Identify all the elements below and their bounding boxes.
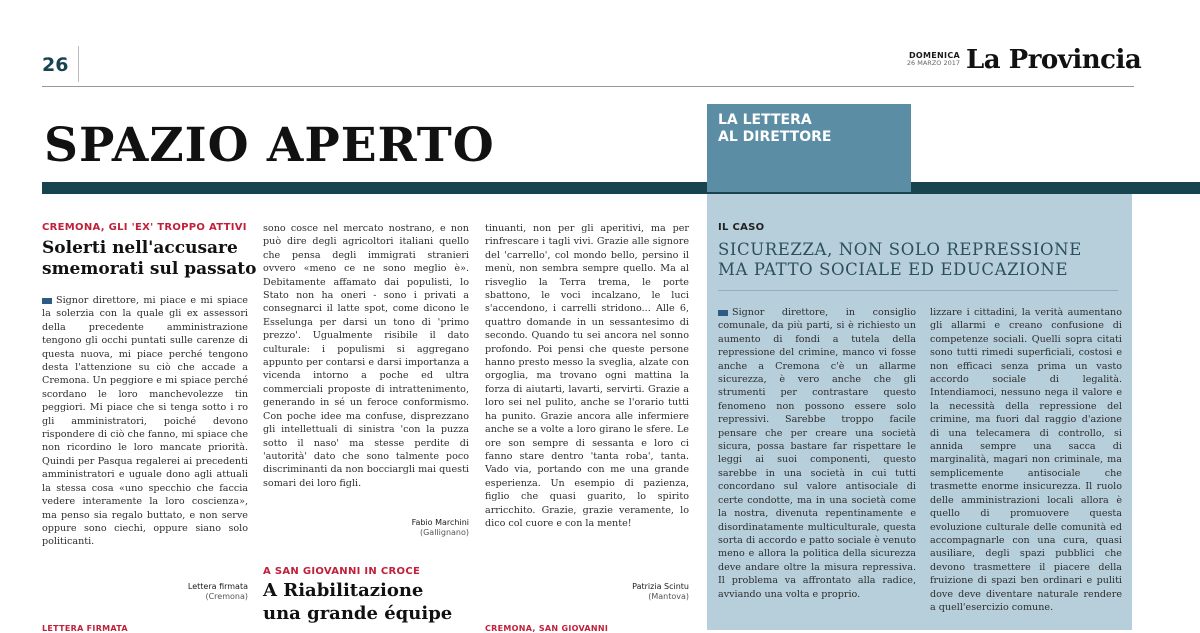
box-divider [718, 290, 1118, 291]
day-label: DOMENICA [908, 51, 960, 60]
article2-signature-place: (Gallignano) [419, 528, 469, 537]
header-divider [78, 46, 79, 82]
header-rule [42, 86, 1134, 87]
article1-body-text: Signor direttore, mi piace e mi spiace la solerzia con la quale gli ex assessori della precedente amministrazione tengono gli occhi puntati sulle carenze di questa nuova, mi piace perché tengono desta l'attenzione su ciò che accade a Cremona. Un peggiore e mi spiace perché scordano le loro manchevolezze tin peggiori. Mi piace che si tenga sotto i ro gli amministratori, poiché devono rispondere di ciò che fanno, mi spiace che non ricordino le loro mancate priorità. Quindi per Pasqua regalerei ai precedenti amministratori e uguale dono agli attuali la stessa cosa «uno specchio che faccia vedere interamente la loro coscienza», ma penso sia regalo buttato, e non serve oppure sono ciechi, oppure siano solo politicanti. [42, 295, 248, 548]
box-column-2: lizzare i cittadini, la verità aumentano gli allarmi e creano confusione di competenze sociali. Quelli sopra citati sono tutti rimedi superficiali, costosi e non efficaci senza prima un vasto accordo sociale di legalità. Intendiamoci, nessuno nega il valore e la necessità della repressione del crimine, ma fuori dal raggio d'azione di una telecamera di controllo, si annida sempre una sacca di marginalità, magari non criminale, ma semplicemente antisociale che trasmette enorme insicurezza. Il ruolo delle amministrazioni locali allora è quello di promuovere questa evoluzione culturale delle comunità ed accompagnarle con una cura, quasi ausiliare, degli spazi pubblici che devono trasmettere il piacere della fruizione di spazi ben ordinari e puliti dove deve diventare naturale rendere a quell'esercizio comune. [930, 307, 1122, 613]
paragraph-bullet-icon [42, 298, 52, 304]
letter-tab-line1: LA LETTERA [718, 112, 812, 128]
box-headline [718, 240, 1082, 280]
newspaper-masthead: La Provincia [966, 45, 1142, 75]
article3-kicker: A SAN GIOVANNI IN CROCE [263, 566, 421, 577]
letter-tab-line2: AL DIRETTORE [718, 129, 832, 145]
paragraph-bullet-icon [718, 310, 728, 316]
article1-kicker: CREMONA, GLI 'EX' TROPPO ATTIVI [42, 222, 247, 233]
date-block [874, 52, 960, 67]
section-title: SPAZIO APERTO [44, 118, 495, 173]
box-column-1 [718, 306, 916, 628]
bottom-kicker-left: LETTERA FIRMATA [42, 624, 128, 633]
article1-signature-place: (Cremona) [205, 592, 248, 601]
article4-signature-name: Patrizia Scintu [632, 582, 689, 591]
article1-body [42, 294, 248, 576]
box-column-1-text: Signor direttore, in consiglio comunale, da più parti, si è richiesto un aumento di fondi a tutela della repressione del crimine, manco vi fosse anche a Cremona c'è un allarme sicurezza, è vero anche che gli strumenti per contrastare questo fenomeno non possono essere solo repressivi. Sarebbe troppo facile pensare che per creare una società sicura, possa bastare far rispettare le leggi ai suoi componenti, questo sarebbe in una società in cui tutti concordano sul valore antisociale di certe condotte, ma in una società come la nostra, divenuta repentinamente e disordinatamente multiculturale, questa sorta di accordo e patto sociale è venuto meno e allora la politica della sicurezza deve andare oltre la misura repressiva. Il problema va affrontato alla radice, avviando una volta e proprio. [718, 307, 916, 600]
box-headline-line1: SICUREZZA, NON SOLO REPRESSIONE [718, 240, 1082, 259]
page-number: 26 [42, 54, 69, 76]
article1-headline-line1: Solerti nell'accusare [42, 238, 238, 258]
article1-headline [42, 238, 256, 281]
article2-body: sono cosce nel mercato nostrano, e non può dire degli agricoltori italiani quello che pensa degli immigrati stranieri ovvero «meno ce ne sono meglio è». Debitamente affamato dai populisti, lo Stato non ha oneri - sono i privati a consegnarci il latte spot, come dicono le Esselunga per darsi un tono di 'primo prezzo'. Ugualmente risibile il dato culturale: i populismi si aggregano appunto per contarsi e darsi importanza a vicenda intorno a poche ed ultra commerciali proposte di intrattenimento, generando in sé un feroce conformismo. Con poche idee ma confuse, disprezzano gli intellettuali di sinistra 'con la puzza sotto il naso' ma stesse perdite di 'autorità' dato che sono talmente poco discriminanti da non bocciargli mai questi somari dei loro figli. [263, 223, 469, 489]
article1-headline-line2: smemorati sul passato [42, 259, 257, 280]
article2-signature [340, 518, 469, 538]
article3-headline [263, 580, 452, 625]
article1-signature-name: Lettera firmata [187, 582, 248, 591]
article1-signature [120, 582, 248, 602]
article3-headline-line1: A Riabilitazione [263, 580, 424, 601]
date-label: 26 MARZO 2017 [906, 59, 960, 68]
box-headline-line2: MA PATTO SOCIALE ED EDUCAZIONE [718, 260, 1069, 279]
article3-headline-line2: una grande équipe [263, 602, 453, 624]
letter-tab-label [718, 112, 831, 146]
article4-body: tinuanti, non per gli aperitivi, ma per rinfrescare i tagli vivi. Grazie alle signore del 'carrello', col mondo bello, persino il menù, non sembra sempre quello. Ma al risveglio la Terra trema, le porte sbattono, le voci incalzano, le luci s'accendono, i carrelli stridono... Alle 6, quattro domande in un sessantesimo di secondo. Quando tu sei ancora nel sonno profondo. Poi pensi che queste persone hanno presto messo la sveglia, alzate con orgoglia, ma trovano ogni mattina la forza di aiutarti, lavarti, servirti. Grazie a loro sei nel pulito, anche se l'orario tutti ha punito. Grazie ancora alle infermiere anche se a volte a loro girano le sfere. Le ore son sempre di sessanta e loro ci fanno stare dentro 'tanta roba', tanta. Vado via, portando con me una grande esperienza. Un esempio di pazienza, figlio che quasi guarito, lo spirito arricchito. Grazie, grazie veramente, lo dico col cuore e con la mente! [485, 223, 689, 529]
article2-signature-name: Fabio Marchini [411, 518, 469, 527]
box-kicker: IL CASO [718, 222, 765, 233]
bottom-kicker-middle: CREMONA, SAN GIOVANNI [485, 624, 609, 633]
section-rule [42, 182, 1200, 194]
article4-signature [560, 582, 689, 602]
article4-signature-place: (Mantova) [648, 592, 689, 601]
